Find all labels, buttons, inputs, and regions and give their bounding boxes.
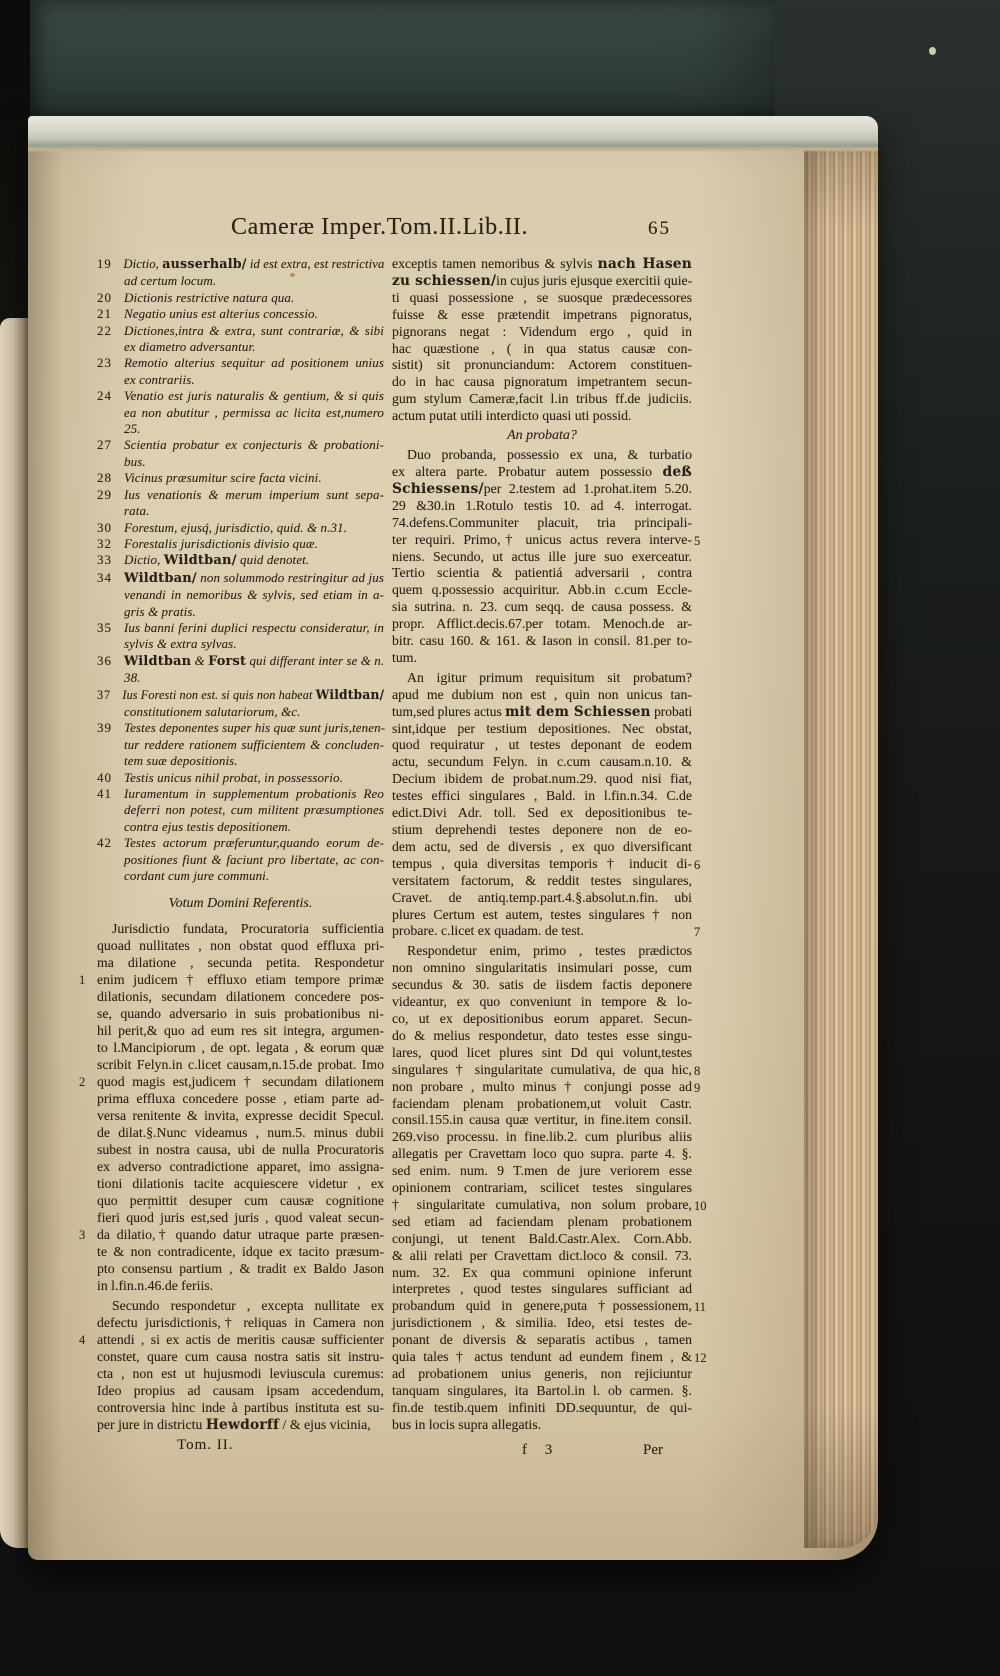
text-line: tum,sed plures actus mit dem Schiessen probati	[392, 703, 693, 720]
blackletter-word: Wildtban/	[163, 553, 237, 569]
text-line: An igitur primum requisitum sit probatum?	[407, 669, 692, 685]
index-item-line: 38.	[124, 670, 141, 686]
blackletter-word: deß	[662, 463, 692, 480]
text-line: Secundo respondetur , excepta nullitate ex	[112, 1298, 384, 1314]
index-item-number: 21	[97, 306, 112, 322]
margin-number: 8	[694, 1063, 701, 1078]
text-line: sed enim. num. 9 T.men de jure veriorem esse	[392, 1163, 692, 1179]
text-line: testes effici singulares , Bald. in l.fin.n.34. C.de	[392, 788, 692, 804]
margin-number: 11	[694, 1300, 707, 1315]
index-item-line: 33 Dictio, Wildtban/ quid denotet.	[97, 552, 310, 569]
text-line: dilationis, secundam dilationem concedere pos-	[97, 989, 384, 1005]
margin-number: 2	[79, 1075, 86, 1090]
margin-number: 7	[694, 925, 701, 940]
marginal-index	[97, 256, 384, 884]
text-line: non probare , multo minus † conjungi posse ad	[392, 1078, 692, 1094]
index-item-line: 21 Negatio unius est alterius concessio.	[97, 306, 318, 322]
text-line: Tertio scientia & patientiá adversarii , contra	[392, 565, 692, 581]
index-item-line: 37 Ius Foresti non est. si quis non habeat Wildtban/	[97, 686, 385, 703]
index-item-line: 36 Wildtban & Forst qui differant inter se & n.	[97, 652, 385, 669]
text-line: sed etiam ad faciendam plenam probationem	[392, 1213, 692, 1229]
text-line: videantur, ex quo conveniunt in tempore & lo-	[392, 994, 692, 1010]
text-line: edict.Divi Adr. toll. Sed ex depositionibus te-	[392, 805, 692, 821]
text-line: ex adverso contradictione apparet, imo assigna-	[97, 1159, 384, 1175]
text-line: Schiessens/per 2.testem ad 1.prohat.item 5.20.	[392, 480, 692, 497]
paragraph	[392, 943, 692, 1433]
text-line: sint,idque per testium depositiones. Nec obstat,	[392, 720, 692, 736]
text-line: attendi , si ex actis de meritis causæ sufficienter	[97, 1332, 384, 1348]
text-line: 269.viso processu. in fine.lib.2. cum pluribus aliis	[392, 1129, 692, 1145]
index-item-number: 41	[97, 786, 112, 801]
text-line: lares, quod licet plures sint Dd qui volunt,testes	[392, 1044, 692, 1060]
index-item-line: 27 Scientia probatur ex conjecturis & probationi-	[97, 437, 384, 453]
text-line: tum.	[392, 649, 417, 665]
text-line: non omnino singularitatis insimulari posse, cum	[392, 960, 692, 976]
index-item-line: 25.	[124, 421, 141, 437]
text-line: Duo probanda, possessio ex una, & turbatio	[407, 447, 692, 463]
index-item-line: ad certum locum.	[124, 273, 217, 289]
text-line: allegatis per Cravettam loco quo supra. parte 4. §.	[392, 1146, 692, 1162]
margin-number: 10	[694, 1198, 707, 1213]
right-column	[392, 256, 692, 1464]
text-line: Cravet. de antiq.temp.part.4.§.absolut.n.fin. ubi	[392, 889, 692, 905]
text-line: opinionem contrariam, scilicet testes singulares	[392, 1180, 692, 1196]
blackletter-word: Schiessens/	[392, 480, 484, 497]
page-number: 65	[648, 218, 671, 239]
index-item-line: sylvis & extra sylvas.	[124, 636, 237, 652]
blackletter-word: Wildtban/	[124, 570, 197, 586]
paragraph	[97, 920, 384, 1294]
text-line: probare. c.licet ex quadam. de test.	[392, 923, 584, 939]
text-line: quod magis est,judicem † secundam dilationem	[97, 1074, 384, 1090]
index-item-number: 37	[97, 686, 112, 702]
page-top-edge	[28, 116, 878, 152]
text-line: bus in locis supra allegatis.	[392, 1416, 542, 1432]
index-item-number: 30	[97, 519, 112, 535]
index-item-line: contra ejus testis depositionem.	[124, 818, 292, 834]
text-line: plures Certum est autem, testes singulares † non	[392, 906, 692, 922]
text-line: propr. Afflict.decis.67.per totam. Menoch.de ar-	[392, 616, 692, 632]
index-item-line: bus.	[124, 453, 146, 469]
index-item-line: 24 Venatio est juris naturalis & gentium, & si quis	[97, 388, 384, 404]
blackletter-word: Wildtban	[163, 553, 232, 569]
margin-number: 5	[694, 533, 701, 548]
text-line: constet, quare cum causa nostra satis sit instru-	[97, 1349, 384, 1365]
text-line: bitr. casu 160. & 161. & Iason in consil. 81.per to-	[392, 633, 692, 649]
left-column	[97, 256, 384, 1454]
text-line: versitatem factorum, & reddit testes singulares,	[392, 872, 692, 888]
text-line: hac quæstione , ( in qua status causæ con-	[392, 340, 692, 356]
text-line: te & non contradicente, idque ex tacito præsum-	[97, 1244, 384, 1260]
text-line: quia tales † actus tendunt ad eundem finem , &	[392, 1349, 692, 1365]
text-line: do & melius respondetur, dato testes esse singu-	[392, 1027, 692, 1043]
margin-number: 1	[79, 973, 86, 988]
index-item-line: 32 Forestalis jurisdictionis divisio quæ.	[97, 535, 318, 551]
index-item-line: ea non abutitur , permissa ac licita est,numero	[124, 404, 384, 420]
index-item-line: 40 Testis unicus nihil probat, in possessorio.	[97, 769, 343, 785]
margin-number: 6	[694, 857, 701, 872]
blackletter-word: Hewdorff	[205, 1417, 280, 1434]
text-line: niens. Secundo, ut actus ille jure suo exerceatur.	[392, 548, 692, 564]
index-item-line: tem suæ depositionis.	[124, 753, 238, 769]
text-line: num. 32. Ex qua communi opinione inferunt	[392, 1264, 692, 1280]
text-line: se, quando adversario in suis probationibus ni-	[97, 1006, 384, 1022]
blackletter-word: zu schiessen/	[392, 272, 497, 289]
book-page	[28, 116, 878, 1560]
index-item-number: 28	[97, 470, 112, 486]
text-line: probandum quid in genere,puta †possessionem,	[392, 1298, 692, 1314]
text-line: to l.Mancipiorum , de opt. legata , & eorum quæ	[97, 1040, 384, 1056]
text-line: quoad nullitates , non obstat quod effluxa pri-	[97, 938, 384, 954]
index-item-line: 23 Remotio alterius sequitur ad positionem unius	[97, 355, 384, 371]
text-line: controversia hinc inde à partibus instituta est su-	[97, 1400, 384, 1416]
text-line: do in hac causa pignoratum impetrantem secun-	[392, 374, 692, 390]
index-item-number: 39	[97, 720, 112, 736]
blackletter-word: Wildtban	[315, 687, 380, 703]
text-line: consil.155.in causa quæ vertitur, in fine.item consil.	[392, 1112, 692, 1128]
text-line: pignorans negat : Videndum ergo , quid in	[392, 323, 692, 339]
text-line: zu schiessen/in cujus juris ejusque exercitii quie-	[392, 272, 693, 289]
text-line: sistit) sit pronunciandum: Actorem constituen-	[392, 357, 692, 373]
text-line: tioni dilationis tacite acquiescere videtur , ex	[97, 1176, 384, 1192]
volume-signature: Tom. II.	[177, 1437, 234, 1454]
index-item-line: 35 Ius banni ferini duplici respectu consideratur, in	[97, 619, 384, 635]
blackletter-word: Wildtban	[123, 653, 192, 669]
text-line: singulares † singularitate cumulativa, de qua hic,	[392, 1061, 692, 1077]
text-line: Decium ibidem de probat.num.29. quod nisi fiat,	[392, 771, 692, 787]
text-line: prima effluxa concedere posse , etiam parte ad-	[97, 1091, 384, 1107]
blackletter-word: Wildtban	[124, 570, 192, 586]
text-line: ti quasi possessione , se suosque prædecessores	[392, 289, 692, 305]
index-item-line: positiones fiunt & faciunt pro libertate, ac con-	[124, 851, 384, 867]
text-line: ex altera parte. Probatur autem possessio deß	[392, 463, 692, 480]
signature-row	[392, 1442, 692, 1464]
text-line: ad probationem unius generis, non rejiciuntur	[392, 1366, 692, 1381]
text-line: Jurisdictio fundata, Procuratoria sufficientia	[112, 921, 384, 937]
text-line: cta , non est ut hujusmodi leviuscula curemus:	[97, 1366, 384, 1382]
index-item-line: 41 Iuramentum in supplementum probationis Reo	[97, 786, 384, 801]
index-item-line: tur reddere rationem sufficientem & concluden-	[124, 736, 384, 752]
text-line: gum stylum Cameræ,facit l.in tribus ff.de judiciis.	[392, 391, 692, 407]
index-item-line: 22 Dictiones,intra & extra, sunt contrariæ, & sibi	[97, 322, 384, 338]
blackletter-word: ausserhalb/	[162, 257, 247, 272]
index-item-line: 30 Forestum, ejusq́, jurisdictio, quid. & n.31.	[97, 519, 348, 535]
index-item-number: 40	[97, 769, 112, 785]
paragraph	[392, 256, 692, 425]
text-line: secundus & 30. satis de iisdem factis deponere	[392, 977, 692, 993]
index-item-number: 23	[97, 355, 112, 371]
text-line: Respondetur enim, primo , testes prædictos	[407, 943, 692, 959]
text-line: conjungi, ut tenent Bald.Castr.Alex. Corn.Abb.	[392, 1230, 692, 1246]
text-line: versa renitente & invita, expresse decidit Specul.	[97, 1108, 384, 1124]
text-line: tanquam singulares, ita Bartol.in l. ob carmen. §.	[392, 1382, 692, 1398]
text-line: apud me dubium non est , quin non unicus tan-	[392, 686, 692, 702]
book-cover	[30, 0, 774, 118]
index-item-line: cordant cum jure communi.	[124, 868, 270, 884]
text-line: sia sutrina. n. 23. cum seqq. de causa possess. &	[392, 599, 692, 615]
text-line: scribit Felyn.in c.licet causam,n.15.de probat. Imo	[97, 1057, 384, 1073]
index-item-number: 36	[97, 652, 112, 668]
blackletter-word: mit dem Schiessen	[505, 703, 651, 720]
index-item-line: gris & pratis.	[124, 603, 196, 619]
text-line: jurisdictionem , & similia. Ideo, etsi testes de-	[392, 1315, 692, 1331]
text-line: interpretes , quod testes singulares sufficiant ad	[392, 1281, 692, 1297]
catchword: Per	[643, 1441, 663, 1458]
paragraph	[97, 1297, 384, 1434]
index-item-number: 32	[97, 535, 112, 551]
text-line: defectu jurisdictionis,† reliquas in Camera non	[97, 1315, 384, 1331]
text-line: fin.de testib.quem infiniti DD.sequuntur, de qui-	[392, 1399, 692, 1415]
index-item-number: 34	[97, 569, 112, 585]
running-title: Cameræ Imper.Tom.II.Lib.II.	[231, 214, 529, 240]
text-line: in l.fin.n.46.de feriis.	[97, 1278, 214, 1294]
text-line: ma dilatione , secunda petita. Respondetur	[97, 955, 384, 971]
text-block	[79, 208, 719, 1553]
text-line: ponant de diversis & separatis actibus , tamen	[392, 1332, 692, 1348]
text-line: tempus , quia diversitas temporis † inducit di-	[392, 855, 692, 871]
index-item-line: deferri non potest, cum militent præsumptiones	[124, 802, 384, 818]
text-line: ter requiri. Primo,† unicus actus revera interve-	[392, 531, 692, 547]
index-item-line: 28 Vicinus præsumitur scire facta vicini.	[97, 470, 322, 486]
index-item-line: ex contrariis.	[124, 371, 195, 387]
index-item-line: 34 Wildtban/ non solummodo restringitur ad jus	[97, 569, 384, 586]
margin-number: 3	[79, 1228, 86, 1243]
dust-speck	[929, 47, 936, 55]
text-line: dem actu, sed de diversis , ex quo diversificant	[392, 838, 692, 854]
text-line: stium deprehendi testes deponere non de eo-	[392, 822, 692, 837]
index-item-line: 42 Testes actorum præferuntur,quando eorum de-	[97, 835, 384, 851]
index-item-number: 24	[97, 388, 112, 404]
blackletter-word: Forst	[208, 653, 247, 669]
text-line: quo permittit desuper cum causæ cognitione	[97, 1193, 384, 1209]
text-line: 29 &30.in 1.Rotulo testis 10. ad 4. interrogat.	[392, 497, 692, 513]
text-line: quod requiratur , ut testes deponant de eodem	[392, 737, 692, 753]
index-item-line: 20 Dictionis restrictive natura qua.	[97, 289, 295, 305]
index-item-number: 20	[97, 289, 112, 305]
gathering-signature: f 3	[522, 1441, 560, 1458]
index-item-number: 33	[97, 552, 112, 568]
text-line: fuisse & esse prætendit impetrans pignoratus,	[392, 306, 692, 322]
index-item-line: rata.	[124, 503, 150, 519]
text-line: actu, secundum Felyn. in c.cum causam.n.10. &	[392, 754, 692, 770]
blackletter-word: Wildtban/	[315, 687, 385, 703]
text-line: & alii relati per Cravettam dict.loco & consil. 73.	[392, 1247, 692, 1263]
text-line: pto consensu partium , & tradit ex Baldo Jason	[97, 1261, 384, 1277]
index-item-number: 35	[97, 619, 112, 635]
text-line: quem q.possessio acquiritur. Abb.in c.cum Eccle-	[392, 582, 692, 598]
section-heading: An probata?	[507, 428, 577, 444]
section-heading: Votum Domini Referentis.	[168, 896, 313, 912]
margin-number: 12	[694, 1351, 707, 1366]
margin-number: 4	[79, 1333, 86, 1348]
text-line: hil perit,& quo ad eum res sit integra, argumen-	[97, 1023, 384, 1039]
index-item-number: 29	[97, 486, 112, 502]
text-line: subest in nostra causa, ubi de nulla Procuratoris	[97, 1142, 384, 1158]
text-line: actum putat utili interdicto quasi uti possid.	[392, 408, 632, 424]
text-line: 74.defens.Communiter placuit, tria principali-	[392, 514, 692, 530]
index-item-line: 19 Dictio, ausserhalb/ id est extra, est restrictiva	[97, 256, 385, 272]
paragraph	[392, 670, 692, 941]
margin-number: 9	[694, 1080, 701, 1095]
index-item-line: constitutionem salutariorum, &c.	[124, 703, 301, 719]
text-line: faciendam plenam probationem,ut voluit Castr.	[392, 1095, 692, 1111]
index-item-line: 39 Testes deponentes super his quæ sunt juris,tenen-	[97, 720, 386, 736]
text-line: † singularitate cumulativa, non solum probare,	[392, 1196, 692, 1212]
index-item-line: ex diametro adversantur.	[124, 339, 256, 355]
index-item-number: 42	[97, 835, 112, 851]
index-item-number: 19	[97, 256, 112, 271]
index-item-number: 22	[97, 322, 112, 338]
paragraph	[392, 447, 692, 667]
index-item-number: 27	[97, 437, 112, 453]
text-line: da dilatio,† quando datur utraque parte præsen-	[97, 1227, 384, 1243]
text-line: exceptis tamen nemoribus & sylvis nach Hasen	[392, 256, 692, 272]
text-line: co, ut ex depositionibus eorum apparet. Secun-	[392, 1010, 692, 1026]
page-fore-edge	[804, 144, 878, 1548]
index-item-line: venandi in nemoribus & sylvis, sed etiam in a-	[124, 587, 384, 603]
index-item-line: 29 Ius venationis & merum imperium sunt sepa-	[97, 486, 384, 502]
text-line: Ideo propius ad causam ipsam accedendum,	[97, 1383, 384, 1399]
text-line: fieri quod juris est,sed juris , quod valeat secun-	[97, 1210, 384, 1226]
blackletter-word: nach Hasen	[597, 256, 692, 272]
text-line: de dilat.§.Nunc videamus , num.5. minus dubii	[97, 1125, 384, 1141]
text-line: enim judicem † effluxo etiam tempore primæ	[97, 972, 384, 988]
text-line: per jure in districtu Hewdorff / & ejus vicinia,	[97, 1417, 371, 1434]
